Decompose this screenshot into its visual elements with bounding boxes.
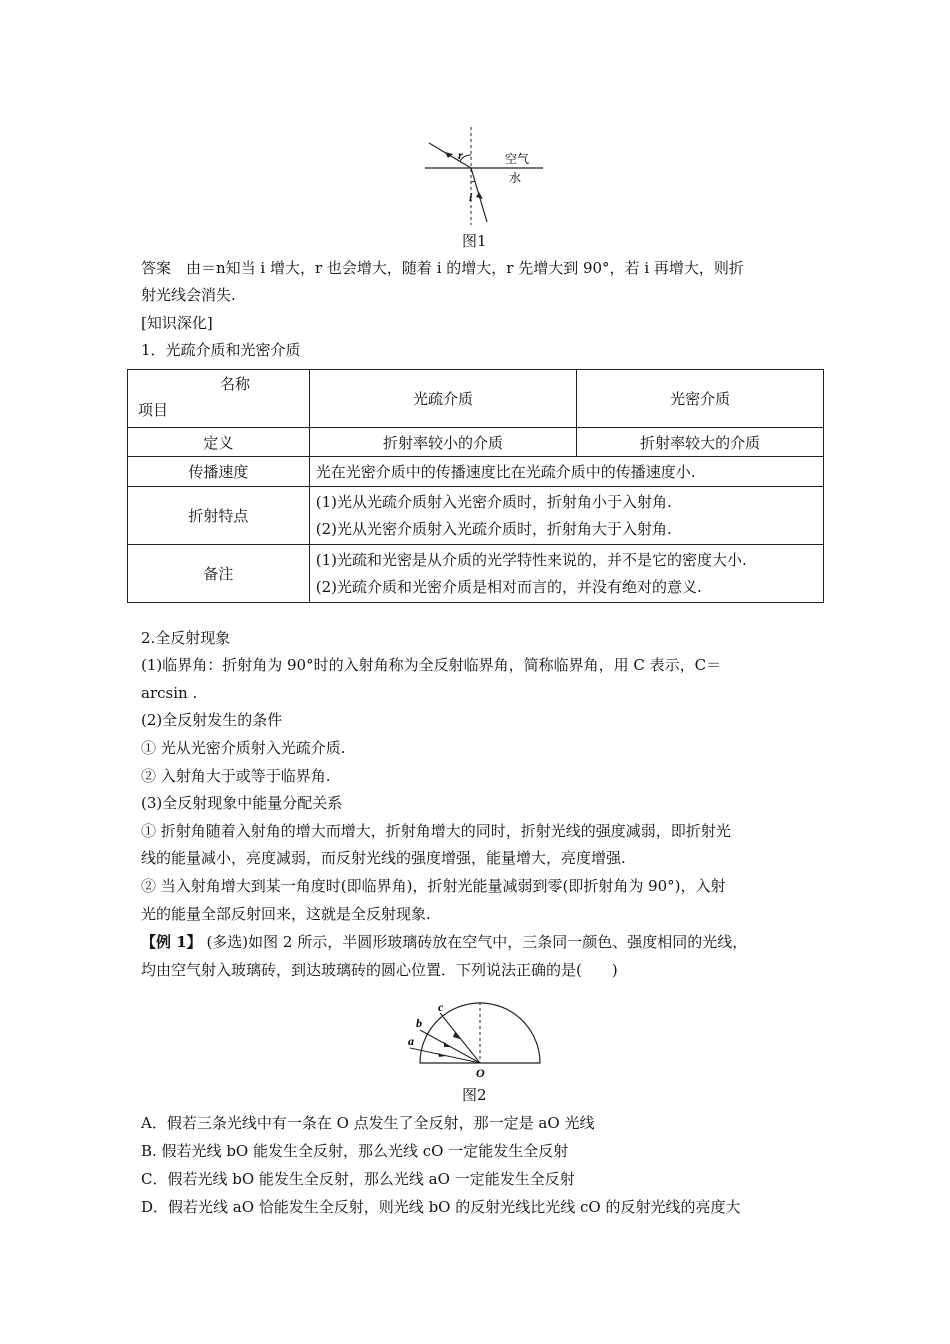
example-line-1 [141,932,747,952]
example-line-2: 均由空气射入玻璃砖，到达玻璃砖的圆心位置．下列说法正确的是( ) [141,961,618,979]
corner-top-label: 名称 [220,374,251,393]
arrow-lower [476,192,483,199]
notes-line-2: (2)光疏介质和光密介质是相对而言的，并没有绝对的意义. [315,577,702,596]
row-label-refraction: 折射特点 [128,487,310,545]
table-corner-cell [128,370,310,428]
option-c: C．假若光线 bO 能发生全反射，那么光线 aO 一定能发生全反射 [141,1170,575,1188]
figure-1-refraction-diagram [415,125,545,230]
label-r: r [458,148,463,162]
answer-line-2: 射光线会消失. [141,286,236,304]
example-text-1: (多选)如图 2 所示，半圆形玻璃砖放在空气中，三条同一颜色、强度相同的光线， [206,933,748,951]
table-row [128,487,824,545]
label-b: b [416,1016,422,1030]
section-2-p3-2a: ② 当入射角增大到某一角度时(即临界角)，折射光能量减弱到零(即折射角为 90°)，入射 [141,877,726,895]
option-a: A．假若三条光线中有一条在 O 点发生了全反射，那一定是 aO 光线 [141,1114,595,1132]
label-a: a [408,1034,414,1048]
figure-1-caption: 图1 [462,232,487,250]
section-2-p1b: arcsin . [141,684,198,702]
section-tag: [知识深化] [141,314,213,332]
speed-text: 光在光密介质中的传播速度比在光疏介质中的传播速度小. [309,457,823,487]
table-row [128,457,824,487]
heading-1: 1．光疏介质和光密介质 [141,341,301,359]
row-label-notes: 备注 [128,545,310,603]
label-i: i [469,190,473,204]
row-label-speed: 传播速度 [128,457,310,487]
section-2-p2: (2)全反射发生的条件 [141,711,283,729]
notes-cell [309,545,823,603]
refraction-line-2: (2)光从光密介质射入光疏介质时，折射角大于入射角. [315,519,672,538]
section-2-p1a: (1)临界角：折射角为 90°时的入射角称为全反射临界角，简称临界角，用 C 表示，C＝ [141,656,722,674]
section-2-p3-2b: 光的能量全部反射回来，这就是全反射现象. [141,905,431,923]
header-sparse: 光疏介质 [309,370,577,428]
label-water: 水 [509,171,522,185]
definition-dense: 折射率较大的介质 [577,428,824,457]
section-2-p2-2: ② 入射角大于或等于临界角. [141,767,331,785]
section-2-p2-1: ① 光从光密介质射入光疏介质. [141,739,346,757]
definition-sparse: 折射率较小的介质 [309,428,577,457]
section-2-p3-1b: 线的能量减小，亮度减弱，而反射光线的强度增强，能量增大，亮度增强. [141,849,626,867]
refraction-cell [309,487,823,545]
notes-line-1: (1)光疏和光密是从介质的光学特性来说的，并不是它的密度大小. [315,550,747,569]
label-air: 空气 [505,152,530,166]
section-2-p3: (3)全反射现象中能量分配关系 [141,794,343,812]
table-row [128,545,824,603]
figure-2-caption: 图2 [462,1086,487,1104]
answer-line-1: 答案 由＝n知当 i 增大，r 也会增大，随着 i 的增大，r 先增大到 90°，若 i 再增大，则折 [141,259,744,277]
option-d: D．假若光线 aO 恰能发生全反射，则光线 bO 的反射光线比光线 cO 的反射光线的亮度大 [141,1198,741,1216]
figure-2-semicircle-diagram [400,1000,550,1080]
example-tag: 【例 1】 [141,933,202,951]
table-header-row [128,370,824,428]
label-o: O [476,1066,485,1080]
section-2-title: 2.全反射现象 [141,629,231,647]
corner-bottom-label: 项目 [138,400,169,419]
row-label-definition: 定义 [128,428,310,457]
angle-i-arc [471,181,475,182]
header-dense: 光密介质 [577,370,824,428]
section-2-p3-1a: ① 折射角随着入射角的增大而增大，折射角增大的同时，折射光线的强度减弱，即折射光 [141,822,731,840]
option-b: B. 假若光线 bO 能发生全反射，那么光线 cO 一定能发生全反射 [141,1142,569,1160]
table-row [128,428,824,457]
refraction-line-1: (1)光从光疏介质射入光密介质时，折射角小于入射角. [315,492,672,511]
label-c: c [438,1000,444,1014]
medium-comparison-table [127,369,824,603]
